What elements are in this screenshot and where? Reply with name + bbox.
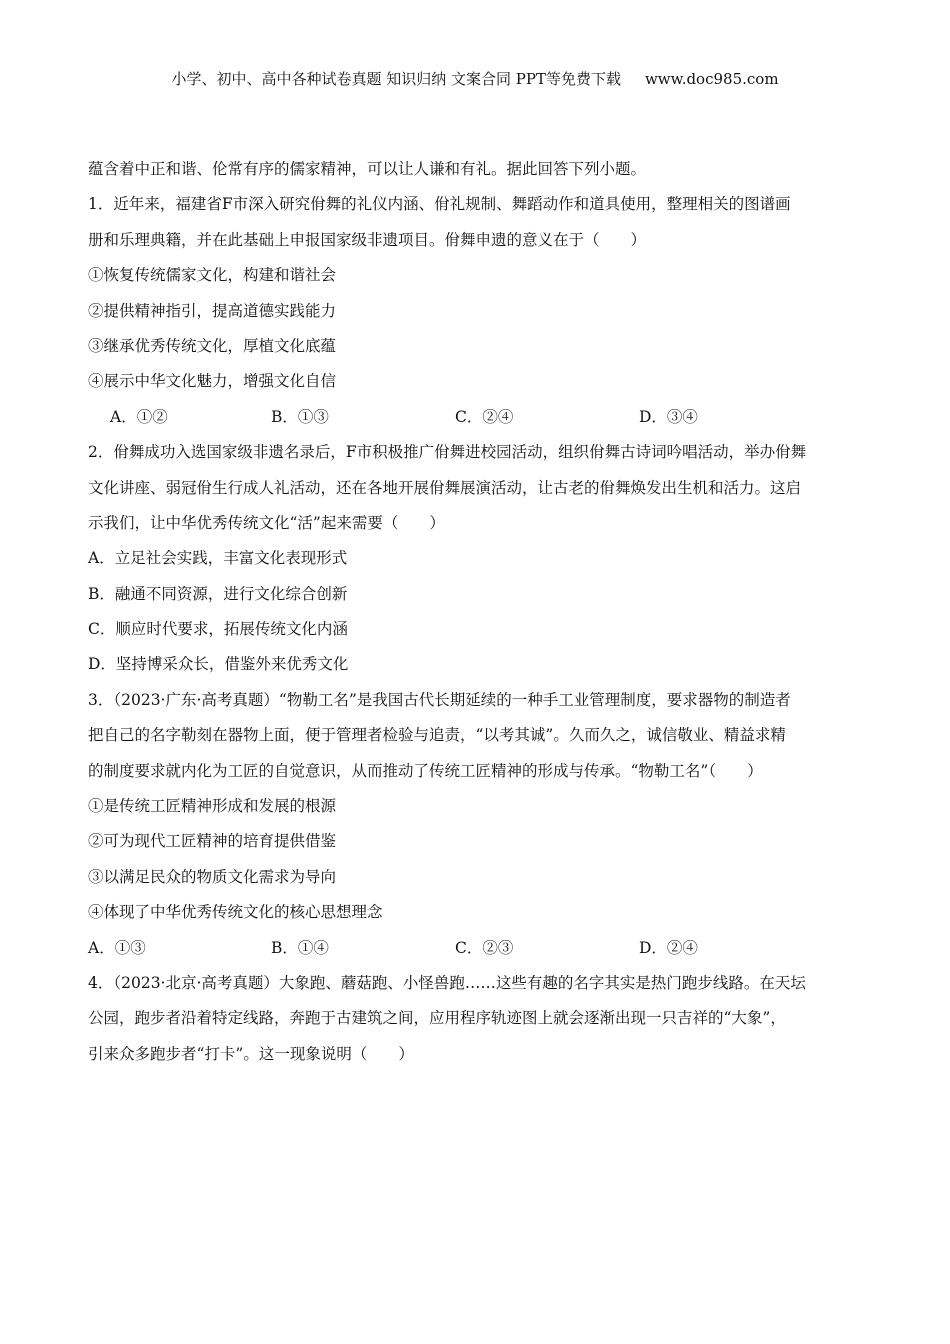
statement-item: ③以满足民众的物质文化需求为导向 xyxy=(88,867,337,886)
option-c: C．②③ xyxy=(455,938,514,957)
question-stem: 1．近年来，福建省F市深入研究佾舞的礼仪内涵、佾礼规制、舞蹈动作和道具使用，整理相关的图谱画 xyxy=(88,195,791,214)
question-stem: 册和乐理典籍，并在此基础上申报国家级非遗项目。佾舞申遗的意义在于（ ） xyxy=(88,230,647,249)
option-d: D．坚持博采众长，借鉴外来优秀文化 xyxy=(88,655,349,674)
answer-options xyxy=(88,931,868,966)
statement-item: ④体现了中华优秀传统文化的核心思想理念 xyxy=(88,903,383,922)
header-text: 小学、初中、高中各种试卷真题 知识归纳 文案合同 PPT等免费下载 xyxy=(171,70,621,88)
question-stem: 文化讲座、弱冠佾生行成人礼活动，还在各地开展佾舞展演活动，让古老的佾舞焕发出生机和活力。这启 xyxy=(88,478,802,497)
question-stem: 把自己的名字勒刻在器物上面，便于管理者检验与追责，“以考其诚”。久而久之，诚信敬业、精益求精 xyxy=(88,726,786,745)
statement-item: ①恢复传统儒家文化，构建和谐社会 xyxy=(88,266,337,285)
question-3 xyxy=(88,683,868,966)
option-a: A．①③ xyxy=(88,938,146,957)
intro-text: 蕴含着中正和谐、伦常有序的儒家精神，可以让人谦和有礼。据此回答下列小题。 xyxy=(88,160,647,178)
page-header xyxy=(0,68,950,89)
question-4 xyxy=(88,966,868,1072)
question-2 xyxy=(88,435,868,683)
question-stem: 示我们，让中华优秀传统文化“活”起来需要（ ） xyxy=(88,513,445,532)
option-b: B．①③ xyxy=(271,407,329,426)
option-d: D．②④ xyxy=(639,938,698,957)
question-stem: 4．（2023·北京·高考真题）大象跑、蘑菇跑、小怪兽跑……这些有趣的名字其实是热门跑步线路。在天坛 xyxy=(88,973,806,992)
question-stem: 2．佾舞成功入选国家级非遗名录后，F市积极推广佾舞进校园活动，组织佾舞古诗词吟唱活动，举办佾舞 xyxy=(88,443,807,462)
option-c: C．顺应时代要求，拓展传统文化内涵 xyxy=(88,620,348,639)
header-url: www.doc985.com xyxy=(644,70,779,88)
answer-options xyxy=(88,400,868,435)
statement-item: ①是传统工匠精神形成和发展的根源 xyxy=(88,797,337,816)
question-stem: 引来众多跑步者“打卡”。这一现象说明（ ） xyxy=(88,1044,414,1063)
question-stem: 公园，跑步者沿着特定线路，奔跑于古建筑之间，应用程序轨迹图上就会逐渐出现一只吉祥的“大象”， xyxy=(88,1009,786,1028)
document-body xyxy=(88,152,868,1072)
statement-item: ④展示中华文化魅力，增强文化自信 xyxy=(88,372,337,391)
option-d: D．③④ xyxy=(639,407,698,426)
statement-item: ②可为现代工匠精神的培育提供借鉴 xyxy=(88,832,337,851)
option-c: C．②④ xyxy=(455,407,514,426)
option-a: A．①② xyxy=(110,407,168,426)
statement-item: ②提供精神指引，提高道德实践能力 xyxy=(88,301,337,320)
option-b: B．①④ xyxy=(271,938,329,957)
option-a: A．立足社会实践，丰富文化表现形式 xyxy=(88,549,348,568)
statement-item: ③继承优秀传统文化，厚植文化底蕴 xyxy=(88,336,337,355)
question-stem: 3．（2023·广东·高考真题）“物勒工名”是我国古代长期延续的一种手工业管理制度，要求器物的制造者 xyxy=(88,690,791,709)
question-stem: 的制度要求就内化为工匠的自觉意识，从而推动了传统工匠精神的形成与传承。“物勒工名”（ ） xyxy=(88,761,763,780)
option-b: B．融通不同资源，进行文化综合创新 xyxy=(88,584,348,603)
question-1 xyxy=(88,187,868,435)
